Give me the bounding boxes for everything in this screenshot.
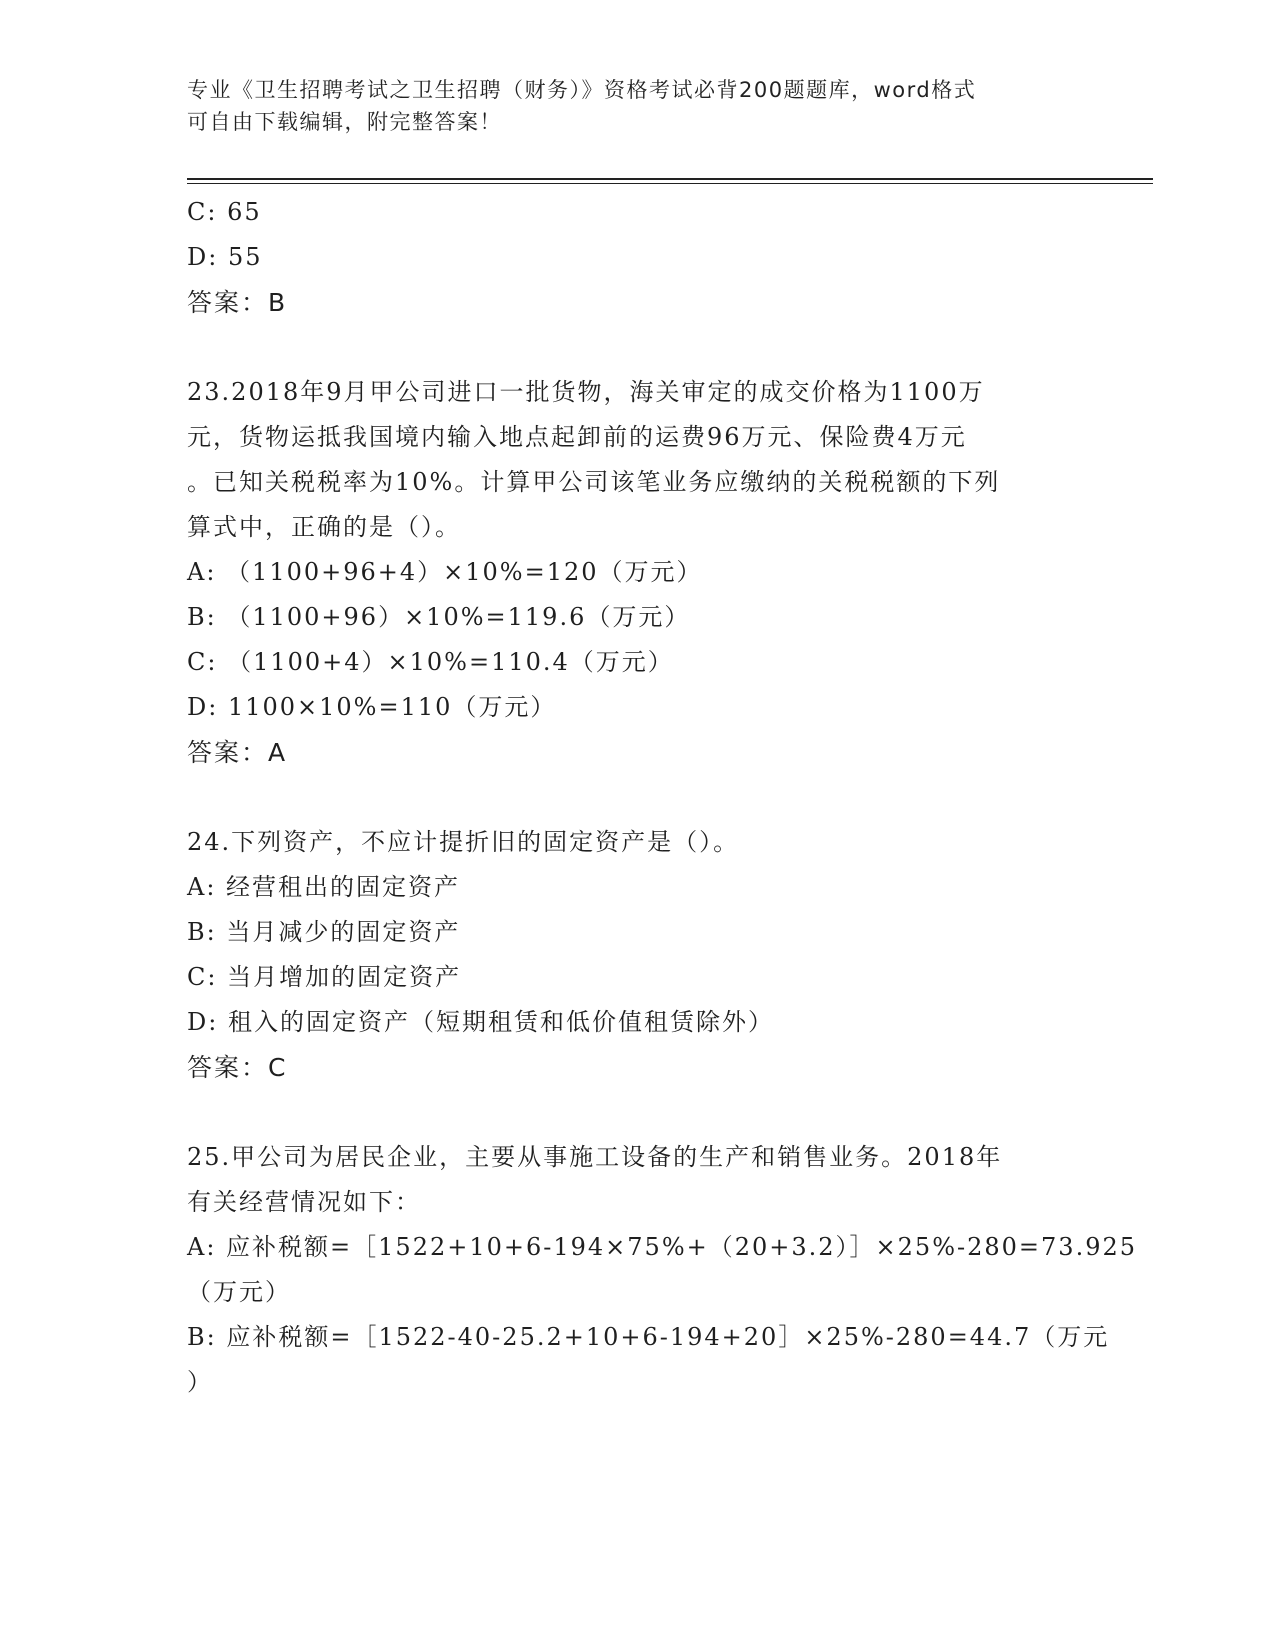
option-d: D: 租入的固定资产（短期租赁和低价值租赁除外） [187,1008,774,1036]
option-b-continuation: ） [187,1368,213,1396]
option-d: D: 1100×10%=110（万元） [187,693,557,721]
header-title-line-2: 可自由下载编辑，附完整答案！ [187,110,502,134]
option-b: B: 当月减少的固定资产 [187,918,461,946]
question-23 [187,370,1087,775]
question-stem-line: 。已知关税税率为10%。计算甲公司该笔业务应缴纳的关税税额的下列 [187,468,1001,496]
option-a-continuation: （万元） [187,1278,291,1306]
option-c: C: 65 [187,198,262,226]
question-stem-line: 算式中，正确的是（）。 [187,513,461,541]
question-24 [187,820,1087,1090]
answer-line: 答案：C [187,1053,288,1082]
header-title-line-1: 专业《卫生招聘考试之卫生招聘（财务）》资格考试必背200题题库，word格式 [187,78,977,102]
question-stem-line: 24.下列资产，不应计提折旧的固定资产是（）。 [187,828,740,856]
spacer [187,325,1087,370]
question-stem-line: 有关经营情况如下： [187,1188,421,1216]
spacer [187,775,1087,820]
header-divider-thin [187,183,1153,184]
option-b: B: （1100+96）×10%=119.6（万元） [187,603,691,631]
answer-line: 答案：B [187,288,288,317]
option-c: C: （1100+4）×10%=110.4（万元） [187,648,674,676]
spacer [187,1090,1087,1135]
option-a: A: （1100+96+4）×10%=120（万元） [187,558,703,586]
option-c: C: 当月增加的固定资产 [187,963,462,991]
question-stem-line: 元，货物运抵我国境内输入地点起卸前的运费96万元、保险费4万元 [187,423,967,451]
option-d: D: 55 [187,243,263,271]
option-a: A: 经营租出的固定资产 [187,873,461,901]
answer-line: 答案：A [187,738,288,767]
document-body [187,190,1138,1405]
question-stem-line: 25.甲公司为居民企业，主要从事施工设备的生产和销售业务。2018年 [187,1143,1003,1171]
question-25 [187,1135,1138,1405]
option-b: B: 应补税额=［1522-40-25.2+10+6-194+20］×25%-280=44.7（万元 [187,1323,1110,1351]
option-a: A: 应补税额=［1522+10+6-194×75%+（20+3.2）］×25%-280=73.925 [187,1233,1138,1261]
header-divider [187,178,1153,180]
question-stem-line: 23.2018年9月甲公司进口一批货物，海关审定的成交价格为1100万 [187,378,985,406]
document-header [187,74,1067,138]
